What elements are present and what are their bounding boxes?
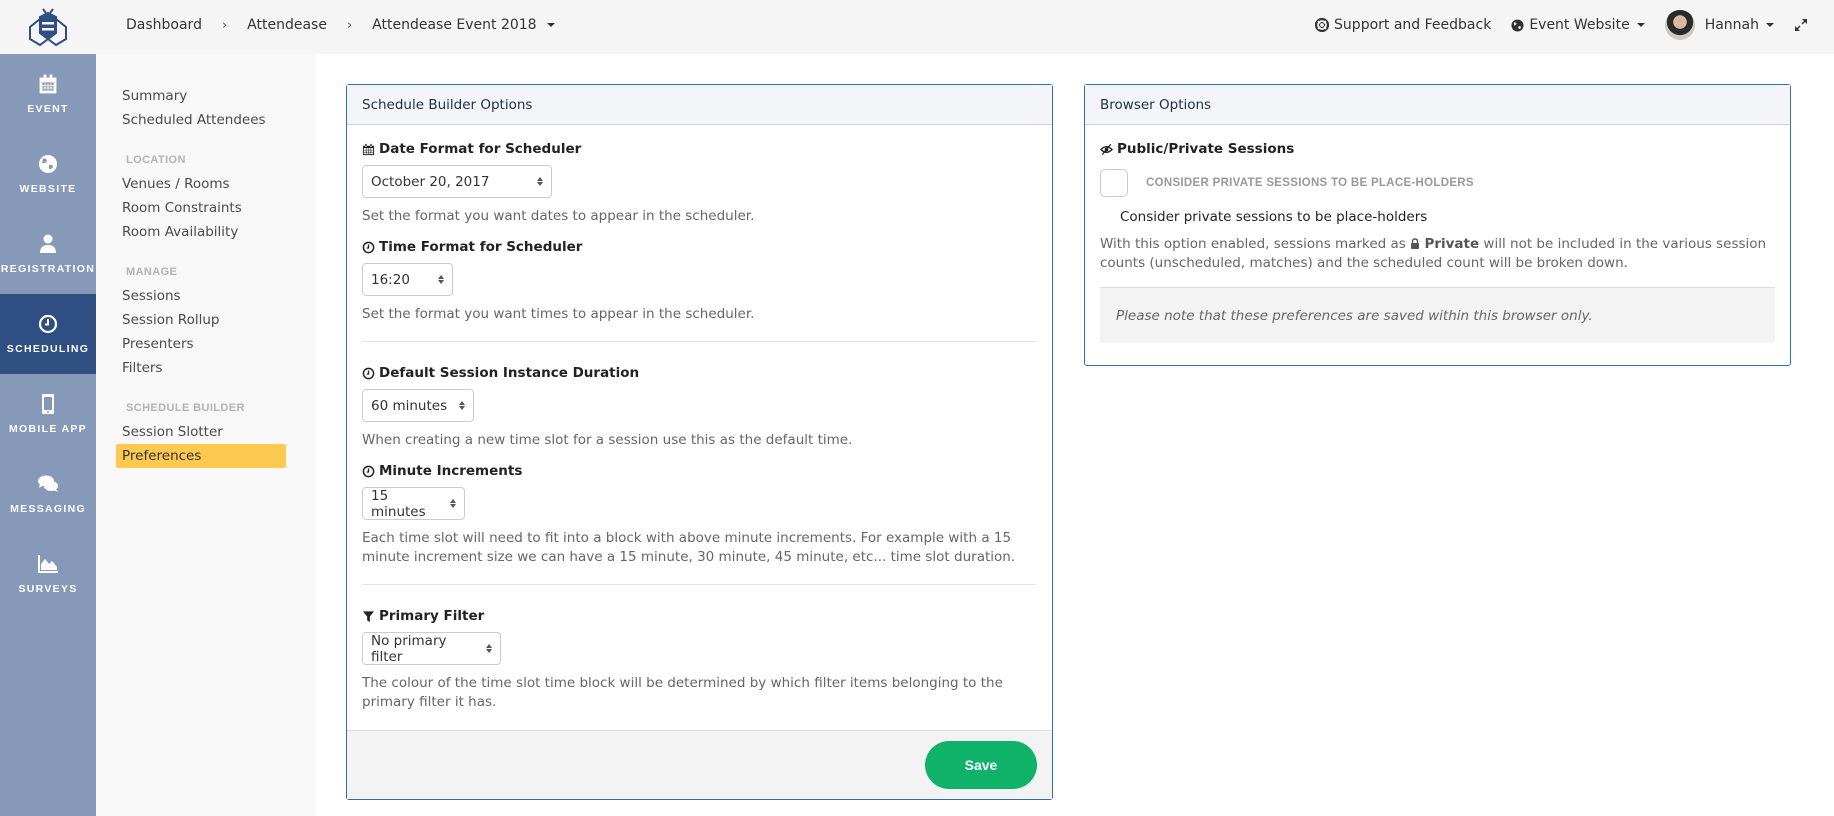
section-divider [362,341,1037,342]
user-icon [37,233,59,255]
checkbox-label[interactable]: Consider private sessions to be place-holders [1120,209,1428,225]
select-arrows-icon [450,499,456,508]
select-arrows-icon [537,177,543,186]
user-menu[interactable] [1665,10,1774,40]
eye-slash-icon [1100,143,1113,156]
primary-filter-select[interactable] [362,632,501,665]
caret-down-icon [1766,23,1774,27]
breadcrumb-dashboard[interactable]: Dashboard [126,17,202,33]
submenu-presenters[interactable]: Presenters [122,336,194,352]
panel-title: Schedule Builder Options [347,85,1052,125]
select-arrows-icon [438,275,444,284]
breadcrumb-attendease[interactable]: Attendease [247,17,327,33]
date-format-label-text: Date Format for Scheduler [379,141,582,157]
primary-filter-label [362,608,1037,624]
clock-icon [37,313,59,335]
primary-filter-value: No primary filter [371,632,447,665]
placeholder-checkbox-row [1100,169,1775,197]
time-format-help: Set the format you want times to appear in the scheduler. [362,306,755,322]
duration-label [362,365,1037,381]
sidebar-item-website[interactable] [0,134,96,214]
lock-icon [1410,238,1420,249]
life-ring-icon [1315,18,1329,32]
calendar-icon [37,73,59,95]
duration-label-text: Default Session Instance Duration [379,365,640,381]
user-name: Hannah [1704,17,1759,33]
submenu-heading-schedule-builder: SCHEDULE BUILDER [126,402,245,414]
submenu-preferences[interactable]: Preferences [116,444,286,468]
main-sidebar [0,54,96,816]
avatar [1665,10,1695,40]
checkbox-caption: CONSIDER PRIVATE SESSIONS TO BE PLACE-HOLDERS [1146,177,1474,189]
submenu-summary[interactable]: Summary [122,88,188,104]
globe-icon [37,153,59,175]
breadcrumb-separator: › [346,17,353,33]
duration-value: 60 minutes [371,397,448,414]
private-description [1100,235,1775,273]
increments-help: Each time slot will need to fit into a block with above minute increments. For example with a 15 minute increment size we can have a 15 minute, 30 minute, 45 minute, etc... time slot duration. [362,530,1016,565]
increments-value: 15 minutes [371,487,426,520]
sidebar-item-label: SCHEDULING [6,343,90,355]
increments-label-text: Minute Increments [379,463,523,479]
attendease-logo[interactable] [0,0,96,54]
save-button[interactable]: Save [925,741,1037,789]
duration-help: When creating a new time slot for a session use this as the default time. [362,432,853,448]
event-dropdown[interactable] [372,17,555,33]
breadcrumb-separator: › [221,17,228,33]
submenu-room-availability[interactable]: Room Availability [122,224,239,240]
browser-only-note: Please note that these preferences are saved within this browser only. [1100,287,1775,343]
duration-select[interactable] [362,389,474,422]
private-keyword: Private [1424,236,1480,252]
description-text: With this option enabled, sessions marked as [1100,236,1411,252]
submenu-scheduled-attendees[interactable]: Scheduled Attendees [122,112,266,128]
top-bar [0,0,1834,54]
submenu-venues-rooms[interactable]: Venues / Rooms [122,176,230,192]
sidebar-item-event[interactable] [0,54,96,134]
submenu-filters[interactable]: Filters [122,360,163,376]
sidebar-item-mobile-app[interactable] [0,374,96,454]
sidebar-item-registration[interactable] [0,214,96,294]
scheduling-submenu [96,54,316,816]
sidebar-item-label: SURVEYS [18,583,78,595]
date-format-value: October 20, 2017 [371,173,490,190]
increments-select[interactable] [362,487,465,520]
clock-icon [362,367,375,380]
comments-icon [37,473,59,495]
public-private-label-text: Public/Private Sessions [1117,141,1295,157]
top-right-nav [1315,0,1834,50]
sidebar-item-surveys[interactable] [0,534,96,614]
sidebar-item-label: MOBILE APP [9,423,87,435]
description-text: will not be included in the various session counts (unscheduled, matches) and the scheduled count will be broken down. [1100,236,1767,271]
schedule-builder-options-panel [346,84,1053,800]
clock-icon [362,241,375,254]
primary-filter-help: The colour of the time slot time block will be determined by which filter items belonging to the primary filter it has. [362,675,1003,710]
time-format-label-text: Time Format for Scheduler [379,239,583,255]
support-feedback-label: Support and Feedback [1334,17,1492,33]
select-arrows-icon [486,644,492,653]
placeholder-checkbox[interactable] [1100,169,1128,197]
sidebar-item-label: EVENT [27,103,69,115]
bee-logo-icon [26,7,70,47]
caret-down-icon [547,23,555,27]
browser-options-panel [1084,84,1791,366]
caret-down-icon [1637,23,1645,27]
area-chart-icon [37,553,59,575]
panel-title: Browser Options [1085,85,1790,125]
sidebar-item-label: WEBSITE [19,183,77,195]
clock-icon [362,465,375,478]
date-format-select[interactable] [362,165,552,198]
support-feedback-link[interactable] [1315,17,1491,33]
breadcrumb [126,0,555,50]
event-website-dropdown[interactable] [1511,17,1644,33]
time-format-value: 16:20 [371,271,410,288]
event-website-label: Event Website [1529,17,1630,33]
primary-filter-label-text: Primary Filter [379,608,485,624]
time-format-label [362,239,1037,255]
sidebar-item-scheduling[interactable] [0,294,96,374]
expand-icon[interactable] [1794,18,1808,32]
submenu-heading-location: LOCATION [126,154,186,166]
select-arrows-icon [459,401,465,410]
submenu-session-rollup[interactable]: Session Rollup [122,312,220,328]
time-format-select[interactable] [362,263,453,296]
submenu-room-constraints[interactable]: Room Constraints [122,200,242,216]
filter-icon [362,610,375,623]
public-private-label [1100,141,1775,157]
sidebar-item-label: MESSAGING [10,503,86,515]
submenu-sessions[interactable]: Sessions [122,288,181,304]
calendar-icon [362,143,375,156]
globe-icon [1511,19,1524,32]
sidebar-item-messaging[interactable] [0,454,96,534]
increments-label [362,463,1037,479]
date-format-label [362,141,1037,157]
submenu-session-slotter[interactable]: Session Slotter [122,424,223,440]
mobile-icon [37,393,59,415]
sidebar-item-label: REGISTRATION [0,263,96,275]
panel-footer [347,730,1052,799]
event-dropdown-label: Attendease Event 2018 [372,17,537,33]
date-format-help: Set the format you want dates to appear in the scheduler. [362,208,755,224]
section-divider [362,584,1037,585]
submenu-heading-manage: MANAGE [126,266,178,278]
